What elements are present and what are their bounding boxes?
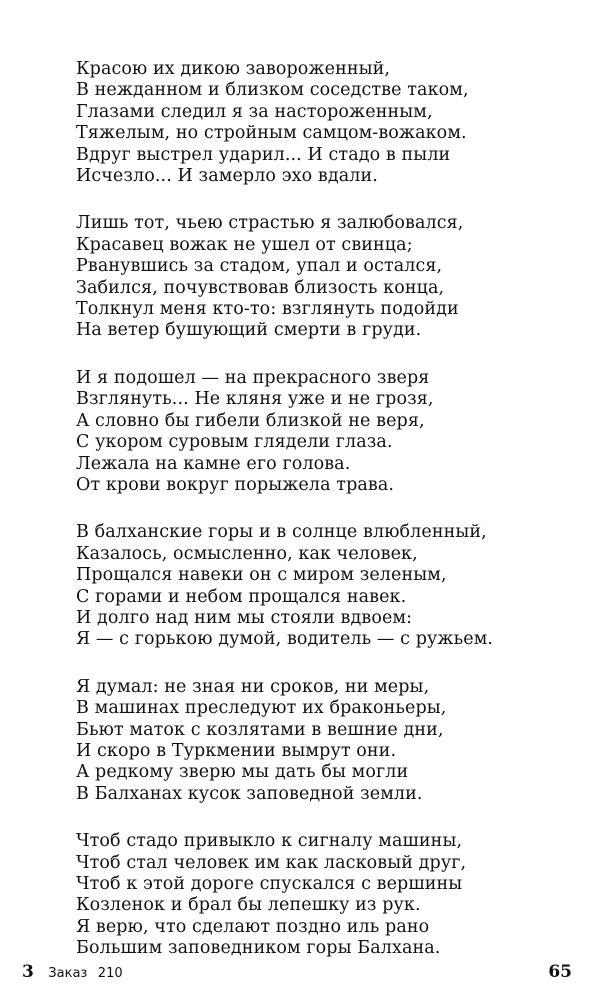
order-label: Заказ [48,966,88,981]
poem-line: Рванувшись за стадом, упал и остался, [76,256,443,277]
poem-line: Лежала на камне его голова. [76,453,351,474]
poem-line: Толкнул меня кто-то: взглянуть подойди [76,299,459,320]
poem-line: Я думал: не зная ни сроков, ни меры, [76,676,430,697]
poem-line: В Балханах кусок заповедной земли. [76,783,423,804]
poem-line: Чтоб к этой дороге спускался с вершины [76,874,463,894]
poem-line: В балханские горы и в солнце влюбленный, [76,522,487,543]
poem-line: Прощался навеки он с миром зеленым, [76,565,447,586]
poem-line: Лишь тот, чьею страстью я залюбовался, [76,213,464,234]
printer-signature [22,962,123,982]
signature-mark: 3 [22,962,34,982]
poem-line: Я — с горькою думой, водитель — с ружьем. [76,629,494,650]
poem-line: Чтоб стал человек им как ласковый друг, [76,852,467,873]
poem [76,59,576,986]
poem-line: Взглянуть... Не кляня уже и не грозя, [76,389,434,410]
stanza-2 [76,213,576,341]
stanza-5 [76,677,576,805]
poem-line: И скоро в Туркмении вымрут они. [76,740,397,761]
page-number: 65 [548,962,572,982]
poem-line: А редкому зверю мы дать бы могли [76,762,409,783]
poem-line: Бьют маток с козлятами в вешние дни, [76,719,444,740]
stanza-4 [76,522,576,650]
poem-line: Красавец вожак не ушел от свинца; [76,234,413,255]
poem-line: Большим заповедником горы Балхана. [76,938,441,959]
poem-line: Забился, почувствовав близость конца, [76,277,445,298]
stanza-3 [76,368,576,496]
poem-line: С горами и небом прощался навек. [76,586,407,607]
poem-line: В машинах преследуют их браконьеры, [76,698,447,719]
poem-line: Вдруг выстрел ударил... И стадо в пыли [76,144,451,165]
poem-line: И долго над ним мы стояли вдвоем: [76,607,413,628]
stanza-6 [76,831,576,959]
poem-line: Красою их дикою завороженный, [76,59,391,79]
poem-line: Казалось, осмысленно, как человек, [76,543,418,564]
poem-line: И я подошел — на прекрасного зверя [76,367,430,388]
stanza-1 [76,59,576,187]
poem-line: На ветер бушующий смерти в груди. [76,320,422,341]
poem-line: Козленок и брал бы лепешку из рук. [76,895,421,916]
poem-line: В нежданном и близком соседстве таком, [76,80,469,101]
poem-line: Тяжелым, но стройным самцом-вожаком. [76,123,467,144]
order-number: 210 [97,966,123,981]
poem-line: Глазами следил я за настороженным, [76,101,433,122]
poem-line: Чтоб стадо привыкло к сигналу машины, [76,831,463,852]
poem-line: От крови вокруг порыжела трава. [76,474,395,495]
poem-line: А словно бы гибели близкой не веря, [76,410,425,431]
poem-line: С укором суровым глядели глаза. [76,432,393,453]
poem-line: Я верю, что сделают поздно иль рано [76,916,430,937]
poem-line: Исчезло... И замерло эхо вдали. [76,166,378,187]
